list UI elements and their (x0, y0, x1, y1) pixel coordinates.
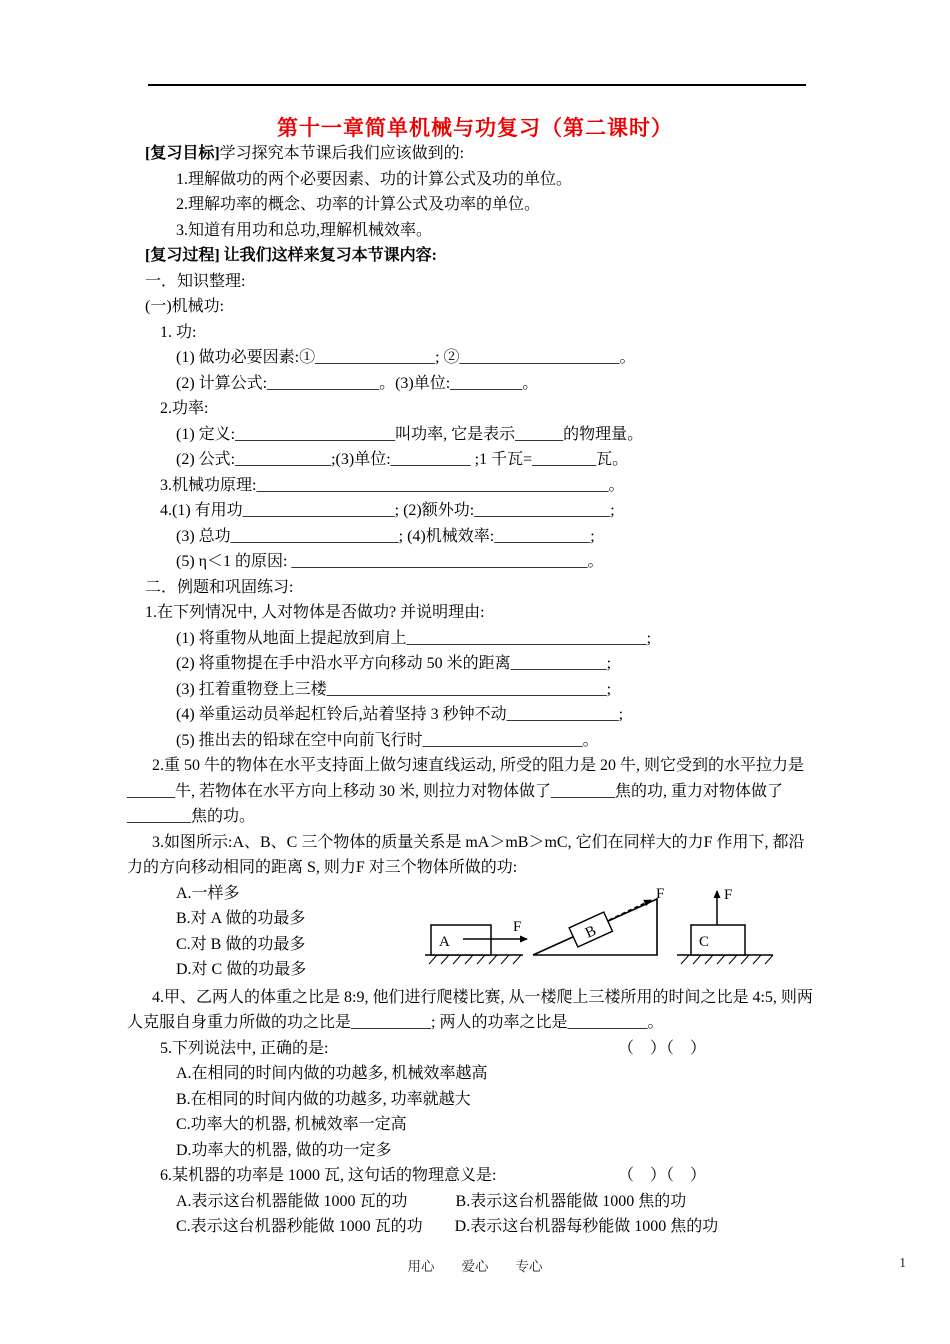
question1-item: (2) 将重物提在手中沿水平方向移动 50 米的距离____________; (176, 655, 612, 672)
question2-text: 2.重 50 牛的物体在水平支持面上做匀速直线运动, 所受的阻力是 20 牛, 则它受到的水平拉力是______牛, 若物体在水平方向上移动 30 米, 则拉力对物体做了________焦的功, 重力对物体做了________焦的功。 (127, 757, 805, 825)
principle-blank-line: 3.机械功原理:____________________________________________。 (160, 476, 625, 494)
work-blank-line: (1) 做功必要因素:①_______________; ②____________________。 (176, 349, 636, 366)
question6-stem: 6.某机器的功率是 1000 瓦, 这句话的物理意义是: (160, 1167, 497, 1184)
question1-item: (5) 推出去的铅球在空中向前飞行时____________________。 (176, 731, 599, 749)
question3-stem: 3.如图所示:A、B、C 三个物体的质量关系是 mA＞mB＞mC, 它们在同样大的力F 作用下, 都沿力的方向移动相同的距离 S, 则力F 对三个物体所做的功: (127, 833, 805, 876)
footer-motto: 用心 爱心 专心 (407, 1259, 543, 1274)
question6-option-row: C.表示这台机器秒能做 1000 瓦的功 D.表示这台机器每秒能做 1000 焦的功 (176, 1218, 719, 1235)
force-f-label: F (724, 886, 733, 903)
question5-answer-blank: （ ）（ ） (618, 1039, 707, 1057)
question1-item: (1) 将重物从地面上提起放到肩上______________________________; (176, 629, 652, 647)
question6-option-row: A.表示这台机器能做 1000 瓦的功 B.表示这台机器能做 1000 焦的功 (176, 1192, 687, 1210)
question5-option: C.功率大的机器, 机械效率一定高 (176, 1116, 407, 1133)
review-goal-item: 3.知道有用功和总功,理解机械效率。 (176, 221, 433, 239)
review-process-intro: 让我们这样来复习本节课内容: (219, 247, 438, 264)
question3-option: C.对 B 做的功最多 (176, 935, 306, 953)
power-blank-line: (1) 定义:____________________叫功率, 它是表示______的物理量。 (176, 425, 644, 443)
question4-text: 4.甲、乙两人的体重之比是 8:9, 他们进行爬楼比赛, 从一楼爬上三楼所用的时间之比是 4:5, 则两人克服自身重力所做的功之比是__________; 两人的功率之比是__________。 (127, 988, 813, 1031)
efficiency-blank-line: (5) η＜1 的原因: _____________________________________。 (176, 553, 604, 570)
question5-option: B.在相同的时间内做的功越多, 功率就越大 (176, 1090, 471, 1108)
figure-block-a-on-ground (425, 919, 527, 964)
question1-stem: 1.在下列情况中, 人对物体是否做功? 并说明理由: (145, 604, 485, 621)
efficiency-blank-line: 4.(1) 有用功___________________; (2)额外功:_________________; (160, 502, 615, 519)
question1-item: (3) 扛着重物登上三楼___________________________________; (176, 680, 612, 698)
block-b-label: B (583, 922, 599, 942)
review-goal-item: 1.理解做功的两个必要因素、功的计算公式及功的单位。 (176, 170, 573, 188)
figure-block-c-lifted (677, 887, 773, 964)
question3-option: A.一样多 (176, 884, 240, 902)
page-number: 1 (899, 1255, 906, 1270)
work-heading: 1. 功: (160, 323, 197, 341)
work-blank-line: (2) 计算公式:______________。(3)单位:_________。 (176, 374, 539, 392)
question5-stem-line (160, 1036, 819, 1062)
question5-option: A.在相同的时间内做的功越多, 机械效率越高 (176, 1065, 488, 1082)
review-process-line (145, 243, 819, 269)
section1-heading: 一．知识整理: (145, 272, 246, 290)
question6-answer-blank: （ ）（ ） (618, 1167, 707, 1184)
section2-heading: 二．例题和巩固练习: (145, 578, 294, 596)
block-c-label: C (699, 933, 710, 950)
review-goal-intro: 学习探究本节课后我们应该做到的: (219, 145, 465, 162)
question3-options-and-figure (127, 881, 819, 985)
question5-option: D.功率大的机器, 做的功一定多 (176, 1141, 392, 1159)
review-goal-line (145, 141, 819, 167)
power-blank-line: (2) 公式:____________;(3)单位:__________ ;1 千瓦=________瓦。 (176, 451, 629, 468)
review-process-label: [复习过程] (145, 247, 220, 264)
page-title: 第十一章简单机械与功复习（第二课时） (277, 116, 673, 140)
power-heading: 2.功率: (160, 400, 209, 417)
question6-stem-line (160, 1163, 819, 1189)
header-rule (148, 84, 806, 86)
mechanical-work-heading: (一)机械功: (145, 298, 225, 315)
figure-block-b-on-incline (533, 886, 664, 955)
document-body (127, 141, 819, 1240)
efficiency-blank-line: (3) 总功_____________________; (4)机械效率:____________; (176, 527, 595, 545)
force-f-label: F (513, 918, 522, 935)
force-f-label: F (656, 885, 665, 902)
question1-item: (4) 举重运动员举起杠铃后,站着坚持 3 秒钟不动______________; (176, 706, 624, 723)
review-goal-item: 2.理解功率的概念、功率的计算公式及功率的单位。 (176, 196, 541, 213)
question3-option: B.对 A 做的功最多 (176, 910, 306, 927)
review-goal-label: [复习目标] (145, 145, 220, 162)
question5-stem: 5.下列说法中, 正确的是: (160, 1039, 329, 1057)
question3-option: D.对 C 做的功最多 (176, 961, 307, 978)
question3-figure (425, 883, 777, 983)
block-a-label: A (439, 933, 450, 950)
